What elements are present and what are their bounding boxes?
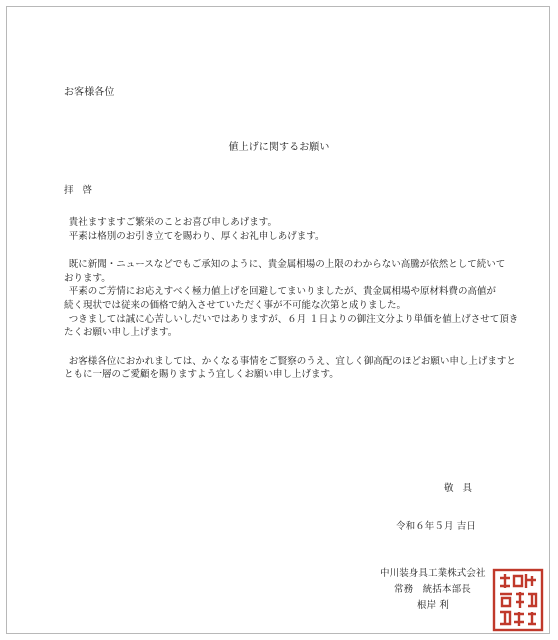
body-line: 平素は格別のお引き立てを賜わり、厚くお礼申しあげます。 (68, 230, 325, 242)
body-line: 平素のご芳情にお応えすべく極力値上げを回避してまいりましたが、貴金属相場や原材料費の高値が (68, 286, 497, 298)
body-line: たくお願い申し上げます。 (64, 327, 178, 339)
body-line: 貴社ますますご繁栄のことお喜び申しあげます。 (68, 217, 277, 228)
paragraph-notice (64, 258, 534, 340)
body-line: つきましては誠に心苦しいしだいではありますが、６月 １日よりの御注文分より単価を値上げさせて頂き (68, 313, 519, 325)
letter-date: 令和６年５月 吉日 (396, 521, 476, 532)
company-seal-icon (492, 568, 544, 632)
letter-body (64, 216, 534, 382)
body-line: 続く現状では従来の価格で納入させていただく事が不可能な次第と成りました。 (64, 299, 407, 311)
signer-position: 常務 統括本部長 (394, 584, 471, 595)
body-line: ともに一層のご愛顧を賜りますよう宜しくお願い申し上げます。 (64, 369, 339, 381)
company-name: 中川装身具工業株式会社 (380, 568, 486, 579)
signer-name: 根岸 利 (417, 600, 449, 611)
closing-salutation: 敬具 (444, 483, 482, 494)
paragraph-greeting (64, 216, 534, 243)
addressee: お客様各位 (64, 87, 115, 98)
body-line: 既に新聞・ニュースなどでもご承知のように、貴金属相場の上限のわからない高騰が依然として続いて (68, 259, 506, 271)
letter-subject: 値上げに関するお願い (228, 142, 330, 153)
paragraph-request (64, 355, 534, 382)
opening-salutation: 拝啓 (64, 185, 102, 196)
body-line: お客様各位におかれましては、かくなる事情をご賢察のうえ、宜しく御高配のほどお願い申し上げますと (68, 355, 516, 367)
body-line: おります。 (64, 272, 111, 284)
